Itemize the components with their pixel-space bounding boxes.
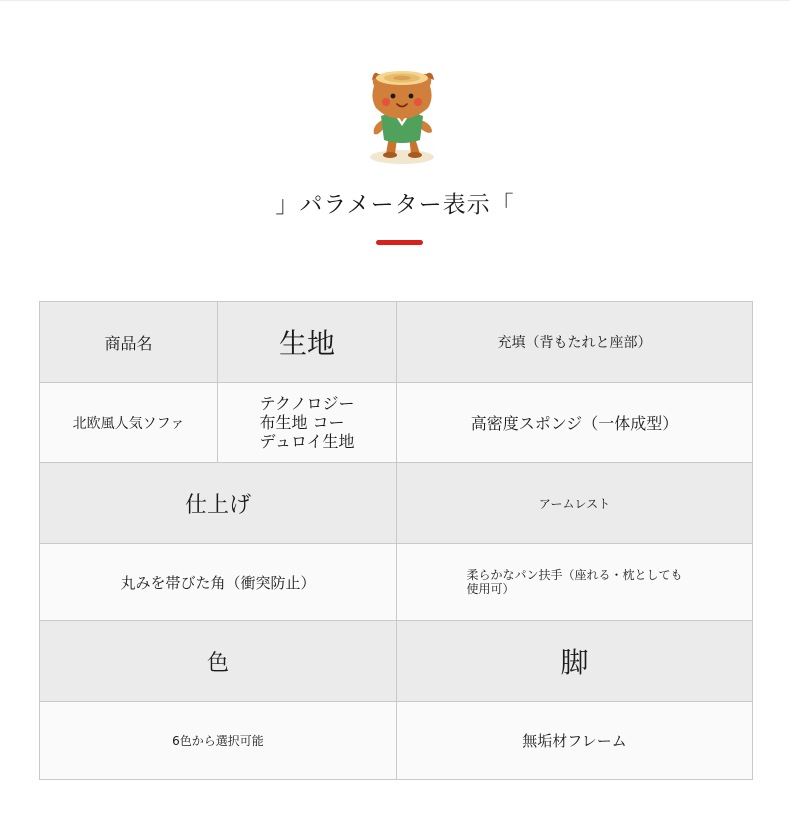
fabric-value-line1: テクノロジー [259, 393, 355, 413]
finish-value: 丸みを帯びた角（衝突防止） [40, 544, 397, 621]
filling-value: 高密度スポンジ（一体成型） [397, 383, 752, 463]
armrest-value-line1: 柔らかなパン扶手（座れる・枕としても [466, 567, 683, 582]
page-title: 」パラメーター表示「 [275, 192, 515, 218]
title-underline [376, 240, 423, 245]
fabric-value [218, 383, 397, 463]
leg-value: 無垢材フレーム [397, 702, 752, 779]
finish-label: 仕上げ [40, 463, 397, 544]
armrest-value-line2: 使用可） [466, 582, 515, 596]
fabric-value-line3: デュロイ生地 [259, 432, 355, 452]
armrest-label: アームレスト [397, 463, 752, 544]
mascot-icon [364, 68, 440, 164]
color-value: 6色から選択可能 [40, 702, 397, 779]
fabric-value-line2: 布生地 コー [259, 412, 345, 432]
filling-label: 充填（背もたれと座部） [397, 302, 752, 383]
top-divider [0, 0, 790, 1]
leg-label: 脚 [397, 621, 752, 702]
fabric-label: 生地 [218, 302, 397, 383]
armrest-value [397, 544, 752, 621]
color-label: 色 [40, 621, 397, 702]
spec-table [39, 301, 753, 780]
product-name-label: 商品名 [40, 302, 218, 383]
product-name-value: 北欧風人気ソファ [40, 383, 218, 463]
